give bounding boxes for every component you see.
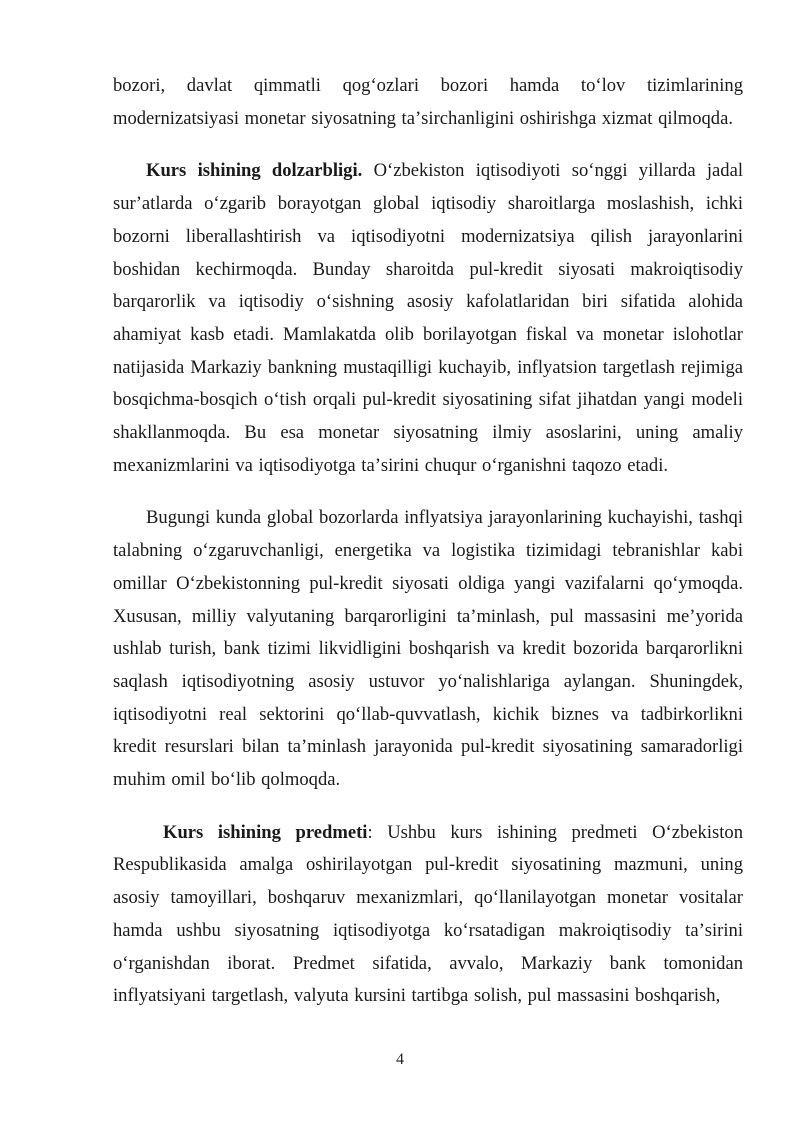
paragraph [113,70,743,135]
paragraph-text: Bugungi kunda global bozorlarda inflyatsiya jarayonlarining kuchayishi, tashqi talabning oʻzgaruvchanligi, energetika va logistika tizimidagi tebranishlar kabi omillar Oʻzbekistonning pul-kredit siyosati oldiga yangi vazifalarni qoʻymoqda. Xususan, milliy valyutaning barqarorligini taʼminlash, pul massasini meʼyorida ushlab turish, bank tizimi likvidligini boshqarish va kredit bozorida barqarorlikni saqlash iqtisodiyotning asosiy ustuvor yoʻnalishlariga aylangan. Shuningdek, iqtisodiyotni real sektorini qoʻllab-quvvatlash, kichik biznes va tadbirkorlikni kredit resurslari bilan taʼminlash jarayonida pul-kredit siyosatining samaradorligi muhim omil boʻlib qolmoqda. [113,507,743,791]
paragraph-lead: Kurs ishining dolzarbligi. [146,160,363,182]
paragraph-text: : Ushbu kurs ishining predmeti Oʻzbekiston Respublikasida amalga oshirilayotgan pul-kredit siyosatining mazmuni, uning asosiy tamoyillari, boshqaruv mexanizmlari, qoʻllanilayotgan monetar vositalar hamda ushbu siyosatning iqtisodiyotga koʻrsatadigan makroiqtisodiy taʼsirini oʻrganishdan iborat. Predmet sifatida, avvalo, Markaziy bank tomonidan inflyatsiyani targetlash, valyuta kursini tartibga solish, pul massasini boshqarish, [113,821,744,1007]
paragraph [113,502,743,796]
paragraph-text: bozori, davlat qimmatli qogʻozlari bozori hamda toʻlov tizimlarining modernizatsiyasi monetar siyosatning taʼsirchanligini oshirishga xizmat qilmoqda. [113,75,743,129]
paragraph-lead: Kurs ishining predmeti [163,821,368,843]
document-page [113,70,743,1033]
paragraph-text: Oʻzbekiston iqtisodiyoti soʻnggi yillarda jadal surʼatlarda oʻzgarib borayotgan global iqtisodiy sharoitlarga moslashish, ichki bozorni liberallashtirish va iqtisodiyotni modernizatsiya qilish jarayonlarini boshidan kechirmoqda. Bunday sharoitda pul-kredit siyosati makroiqtisodiy barqarorlik va iqtisodiy oʻsishning asosiy kafolatlaridan biri sifatida alohida ahamiyat kasb etadi. Mamlakatda olib borilayotgan fiskal va monetar islohotlar natijasida Markaziy bankning mustaqilligi kuchayib, inflyatsion targetlash rejimiga bosqichma-bosqich oʻtish orqali pul-kredit siyosatining sifat jihatdan yangi modeli shakllanmoqda. Bu esa monetar siyosatning ilmiy asoslarini, uning amaliy mexanizmlarini va iqtisodiyotga taʼsirini chuqur oʻrganishni taqozo etadi. [113,160,743,476]
paragraph [113,155,743,482]
paragraph [113,817,743,1013]
page-number: 4 [396,1051,404,1068]
